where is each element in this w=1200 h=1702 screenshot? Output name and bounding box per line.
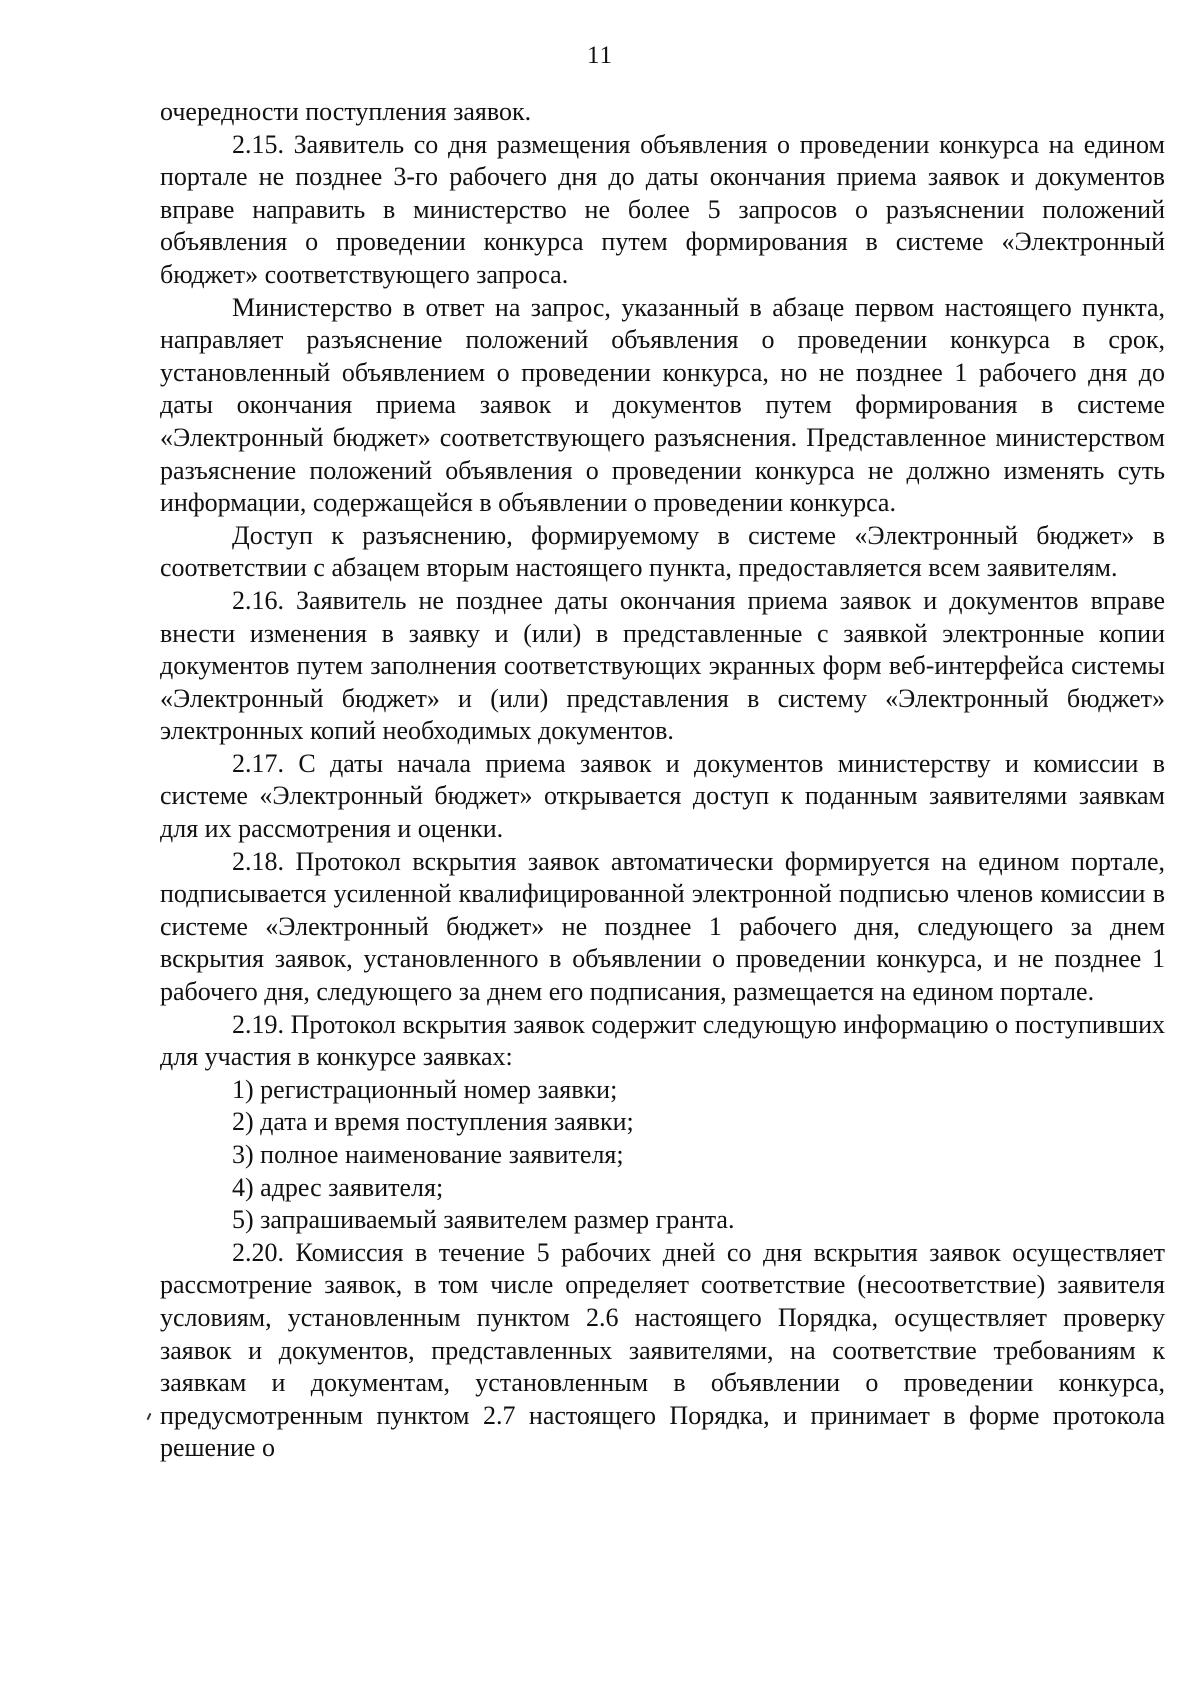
page-number: 11 [586, 42, 614, 69]
paragraph-2-19: 2.19. Протокол вскрытия заявок содержит следующую информацию о поступивших для участия в конкурсе заявках: [160, 1009, 1165, 1072]
list-item: 4) адрес заявителя; [232, 1172, 444, 1202]
paragraph-2-16: 2.16. Заявитель не позднее даты окончания приема заявок и документов вправе внести изменения в заявку и (или) в представленные с заявкой электронные копии документов путем заполнения соответствующих экранных форм веб-интерфейса системы «Электронный бюджет» и (или) представления в систему «Электронный бюджет» электронных копий необходимых документов. [160, 585, 1165, 746]
paragraph-2-20: 2.20. Комиссия в течение 5 рабочих дней со дня вскрытия заявок осуществляет рассмотрение заявок, в том числе определяет соответствие (несоответствие) заявителя условиям, установленным пунктом 2.6 настоящего Порядка, осуществляет проверку заявок и документов, представленных заявителями, на соответствие требованиям к заявкам и документам, установленным в объявлении о проведении конкурса, предусмотренным пунктом 2.7 настоящего Порядка, и принимает в форме протокола решение о [160, 1237, 1165, 1463]
paragraph-continuation: очередности поступления заявок. [160, 97, 532, 126]
paragraph-2-18: 2.18. Протокол вскрытия заявок автоматически формируется на едином портале, подписывается усиленной квалифицированной электронной подписью членов комиссии в системе «Электронный бюджет» не позднее 1 рабочего дня, следующего за днем вскрытия заявок, установленного в объявлении о проведении конкурса, и не позднее 1 рабочего дня, следующего за днем его подписания, размещается на едином портале. [160, 846, 1165, 1007]
list-item: 5) запрашиваемый заявителем размер гранта. [232, 1205, 735, 1235]
paragraph-access: Доступ к разъяснению, формируемому в системе «Электронный бюджет» в соответствии с абзацем вторым настоящего пункта, предоставляется всем заявителям. [160, 520, 1165, 583]
paragraph-2-15: 2.15. Заявитель со дня размещения объявления о проведении конкурса на едином портале не позднее 3-го рабочего дня до даты окончания приема заявок и документов вправе направить в министерство не более 5 запросов о разъяснении положений объявления о проведении конкурса путем формирования в системе «Электронный бюджет» соответствующего запроса. [160, 129, 1165, 289]
paragraph-2-17: 2.17. С даты начала приема заявок и документов министерству и комиссии в системе «Электронный бюджет» открывается доступ к поданным заявителями заявкам для их рассмотрения и оценки. [160, 748, 1165, 844]
list-item: 3) полное наименование заявителя; [232, 1140, 624, 1169]
document-body [160, 96, 1165, 1465]
paragraph-ministry-reply: Министерство в ответ на запрос, указанный в абзаце первом настоящего пункта, направляет разъяснение положений объявления о проведении конкурса в срок, установленный объявлением о проведении конкурса, но не позднее 1 рабочего дня до даты окончания приема заявок и документов путем формирования в системе «Электронный бюджет» соответствующего разъяснения. Представленное министерством разъяснение положений объявления о проведении конкурса не должно изменять суть информации, содержащейся в объявлении о проведении конкурса. [160, 292, 1165, 518]
list-item: 1) регистрационный номер заявки; [232, 1074, 618, 1104]
list-item: 2) дата и время поступления заявки; [232, 1107, 634, 1137]
scan-mark [147, 1413, 152, 1420]
